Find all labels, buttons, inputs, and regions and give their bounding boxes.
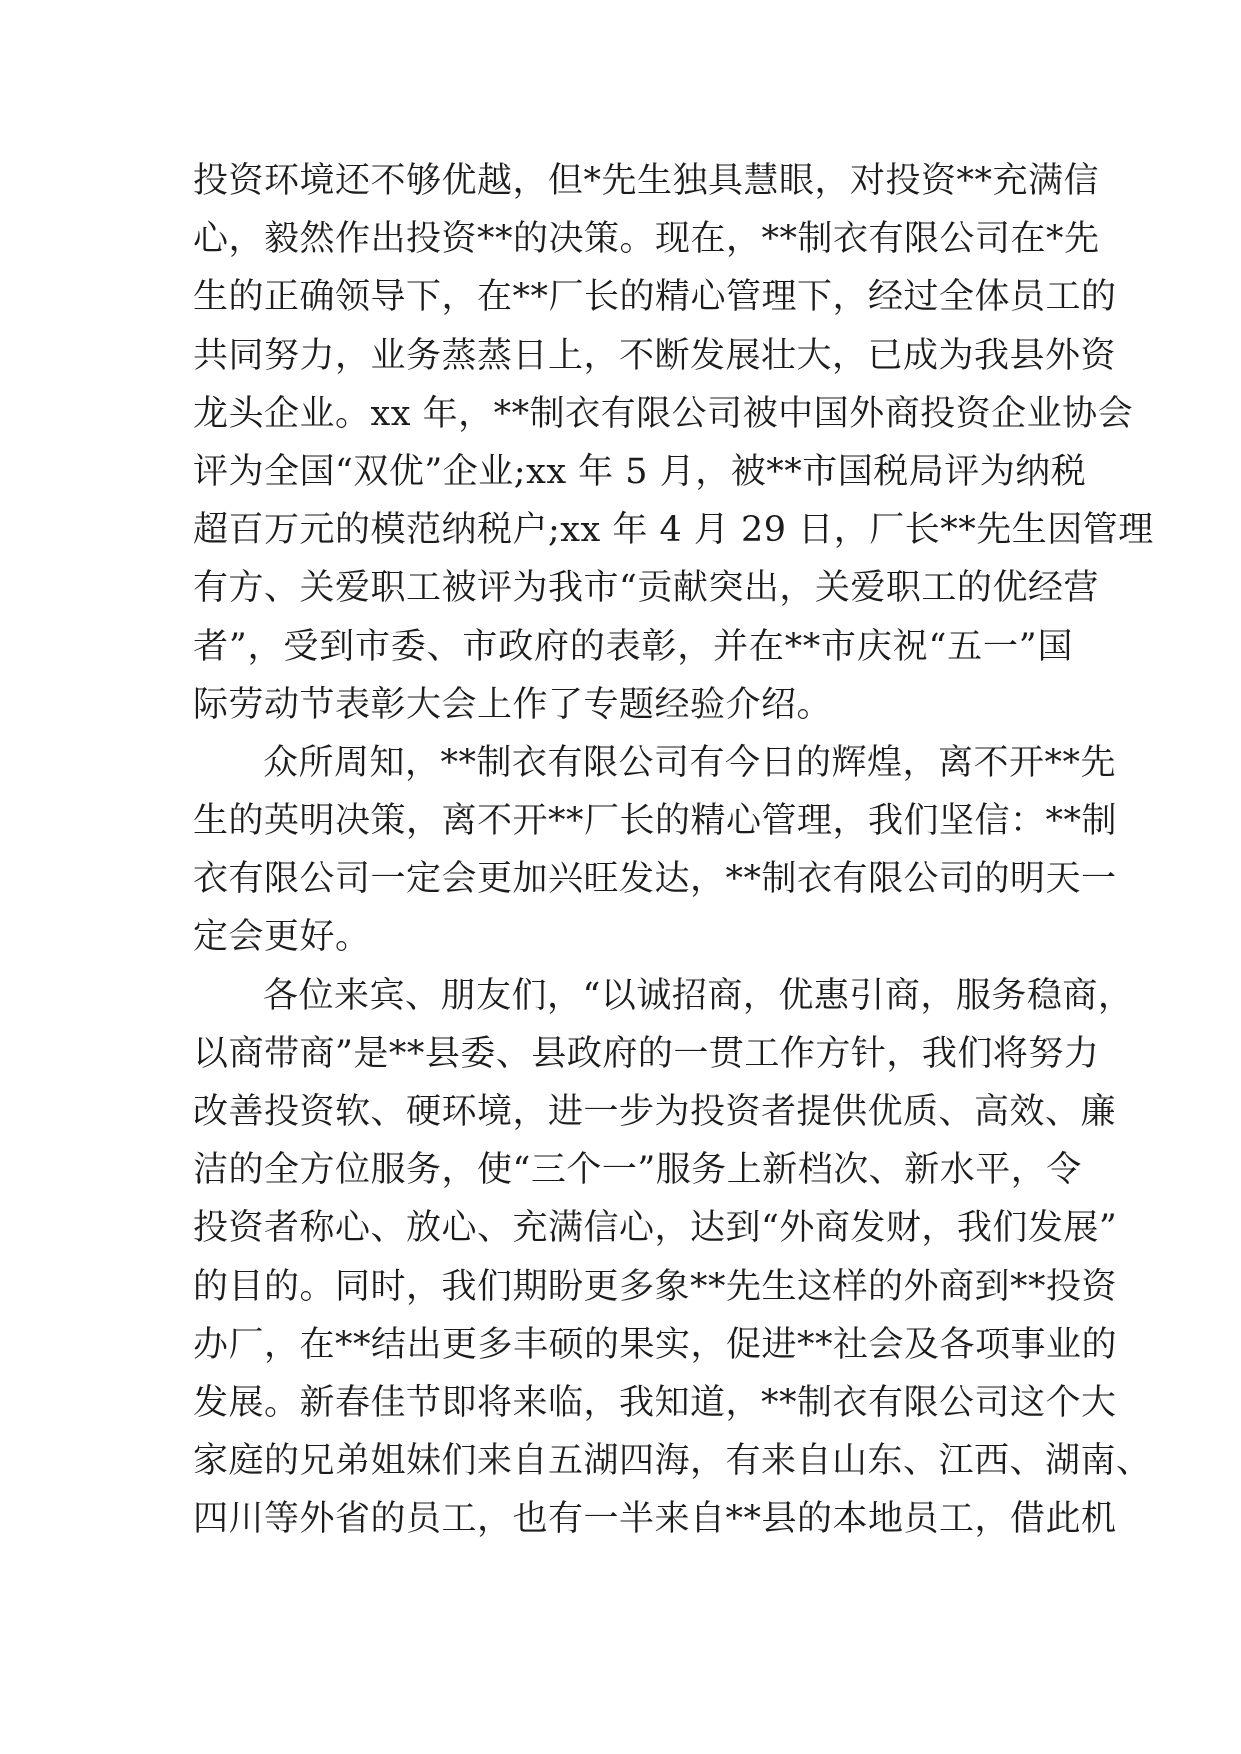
text-line: 共同努力，业务蒸蒸日上，不断发展壮大，已成为我县外资 <box>193 335 1117 376</box>
text-line: 定会更好。 <box>193 917 371 958</box>
text-line: 四川等外省的员工，也有一半来自**县的本地员工，借此机 <box>193 1499 1117 1540</box>
text-line: 生的正确领导下，在**厂长的精心管理下，经过全体员工的 <box>193 277 1117 318</box>
document-body <box>193 152 1154 1549</box>
text-line: 心，毅然作出投资**的决策。现在，**制衣有限公司在*先 <box>193 219 1100 260</box>
paragraph <box>193 734 1118 967</box>
text-line: 洁的全方位服务，使“三个一”服务上新档次、新水平，令 <box>193 1150 1082 1191</box>
text-line: 以商带商”是**县委、县政府的一贯工作方针，我们将努力 <box>193 1033 1100 1074</box>
text-line: 衣有限公司一定会更加兴旺发达，**制衣有限公司的明天一 <box>193 859 1117 900</box>
text-line: 的目的。同时，我们期盼更多象**先生这样的外商到**投资 <box>193 1266 1118 1307</box>
paragraph <box>193 967 1152 1549</box>
text-line: 发展。新春佳节即将来临，我知道，**制衣有限公司这个大 <box>193 1382 1117 1423</box>
text-line: 投资者称心、放心、充满信心，达到“外商发财，我们发展” <box>193 1208 1118 1249</box>
paragraph <box>193 152 1154 734</box>
text-line: 者”，受到市委、市政府的表彰，并在**市庆祝“五一”国 <box>193 626 1073 667</box>
text-line: 超百万元的模范纳税户;xx 年 4 月 29 日，厂长**先生因管理 <box>193 510 1154 551</box>
text-line: 评为全国“双优”企业;xx 年 5 月，被**市国税局评为纳税 <box>193 451 1087 492</box>
text-line: 有方、关爱职工被评为我市“贡献突出，关爱职工的优经营 <box>193 568 1099 609</box>
text-line: 改善投资软、硬环境，进一步为投资者提供优质、高效、廉 <box>193 1092 1117 1132</box>
text-line: 生的英明决策，离不开**厂长的精心管理，我们坚信：**制 <box>193 801 1118 842</box>
text-line: 际劳动节表彰大会上作了专题经验介绍。 <box>193 684 833 725</box>
text-line: 投资环境还不够优越，但*先生独具慧眼，对投资**充满信 <box>193 161 1100 201</box>
text-line: 龙头企业。xx 年，**制衣有限公司被中国外商投资企业协会 <box>193 393 1134 434</box>
text-line: 办厂，在**结出更多丰硕的果实，促进**社会及各项事业的 <box>193 1324 1118 1365</box>
text-line: 众所周知，**制衣有限公司有今日的辉煌，离不开**先 <box>263 742 1117 783</box>
text-line: 各位来宾、朋友们，“以诚招商，优惠引商，服务稳商， <box>263 975 1134 1016</box>
text-line: 家庭的兄弟姐妹们来自五湖四海，有来自山东、江西、湖南、 <box>193 1441 1152 1482</box>
